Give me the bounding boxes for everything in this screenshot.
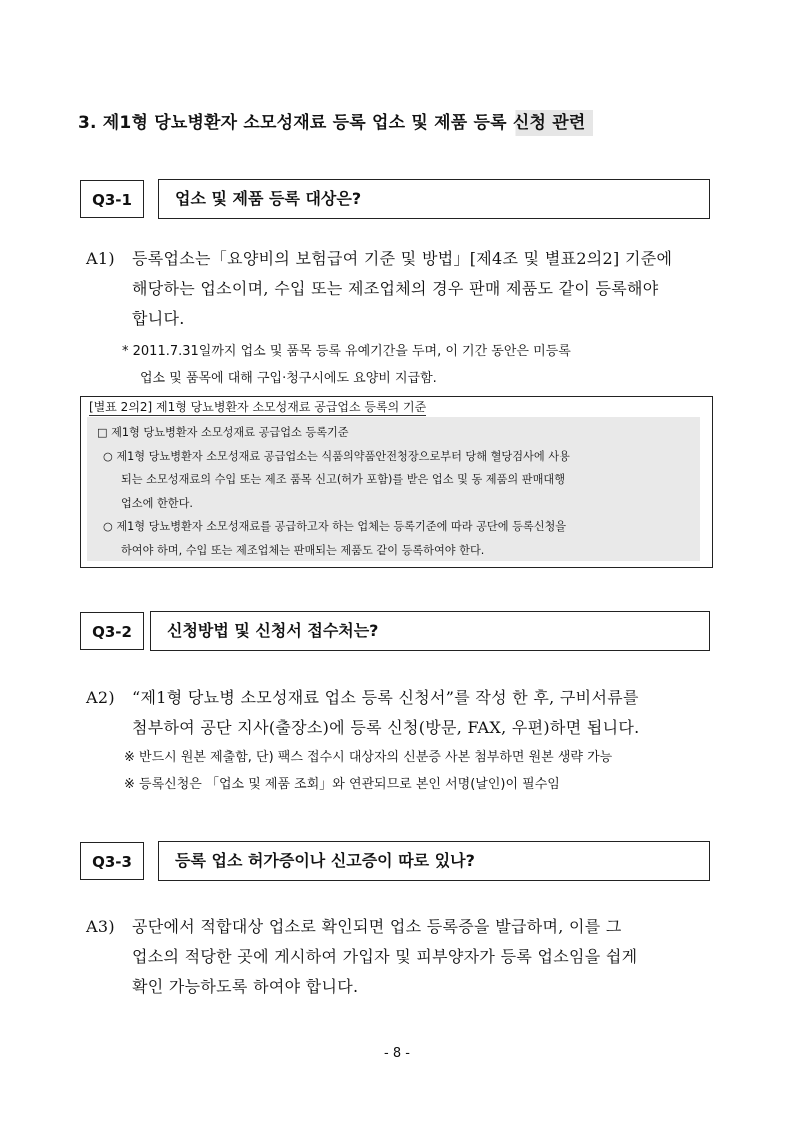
criteria-line: 하여야 하며, 수입 또는 제조업체는 판매되는 제품도 같이 등록하여야 한다. [121,543,485,557]
criteria-box-content [87,417,700,561]
answer-line: A2) “제1형 당뇨병 소모성재료 업소 등록 신청서”를 작성 한 후, 구비서류를 [86,683,726,713]
criteria-line: 되는 소모성재료의 수입 또는 제조 품목 신고(허가 포함)를 받은 업소 및 동 제품의 판매대행 [121,473,566,486]
note-block [124,744,724,798]
note-line: ※ 등록신청은 「업소 및 제품 조회」와 연관되므로 본인 서명(날인)이 필수임 [124,777,560,792]
criteria-box [80,396,713,568]
answer-block [86,683,726,743]
question-number: Q3-2 [80,612,144,650]
question-title: 등록 업소 허가증이나 신고증이 따로 있나? [158,841,710,881]
criteria-line: ○ 제1형 당뇨병환자 소모성재료 공급업소는 식품의약품안전청장으로부터 당해 혈당검사에 사용 [103,449,570,463]
answer-label: A1) [86,249,115,268]
answer-block [86,912,726,1002]
question-number: Q3-1 [80,180,144,218]
question-number: Q3-3 [80,842,144,880]
answer-line: 해당하는 업소이며, 수입 또는 제조업체의 경우 판매 제품도 같이 등록해야 [132,279,659,298]
page-number: - 8 - [384,1046,410,1061]
question-title: 업소 및 제품 등록 대상은? [158,179,710,219]
criteria-line: □ 제1형 당뇨병환자 소모성재료 공급업소 등록기준 [97,426,349,439]
question-title: 신청방법 및 신청서 접수처는? [150,611,710,651]
answer-line: A1) 등록업소는「요양비의 보험급여 기준 및 방법」[제4조 및 별표2의2] 기준에 [86,244,726,274]
section-title: 3. 제1형 당뇨병환자 소모성재료 등록 업소 및 제품 등록 신청 관련 [78,110,593,136]
note-line: ※ 반드시 원본 제출함, 단) 팩스 접수시 대상자의 신분증 사본 첨부하면 원본 생략 가능 [124,750,613,765]
criteria-box-header: [별표 2의2] 제1형 당뇨병환자 소모성재료 공급업소 등록의 기준 [89,400,427,414]
note-line: 업소 및 품목에 대해 구입·청구시에도 요양비 지급함. [140,371,437,386]
answer-line: 합니다. [132,309,185,328]
answer-label: A2) [86,688,115,707]
answer-line: 확인 가능하도록 하여야 합니다. [132,977,359,996]
answer-label: A3) [86,917,115,936]
answer-line: A3) 공단에서 적합대상 업소로 확인되면 업소 등록증을 발급하며, 이를 그 [86,912,726,942]
answer-block [86,244,726,334]
criteria-line: 업소에 한한다. [121,496,193,510]
note-block [122,338,722,392]
answer-line: 첨부하여 공단 지사(출장소)에 등록 신청(방문, FAX, 우편)하면 됩니다. [132,718,640,737]
answer-line: 업소의 적당한 곳에 게시하여 가입자 및 피부양자가 등록 업소임을 쉽게 [132,947,638,966]
note-line: * 2011.7.31일까지 업소 및 품목 등록 유예기간을 두며, 이 기간 동안은 미등록 [122,344,571,359]
criteria-line: ○ 제1형 당뇨병환자 소모성재료를 공급하고자 하는 업체는 등록기준에 따라 공단에 등록신청을 [103,520,567,533]
